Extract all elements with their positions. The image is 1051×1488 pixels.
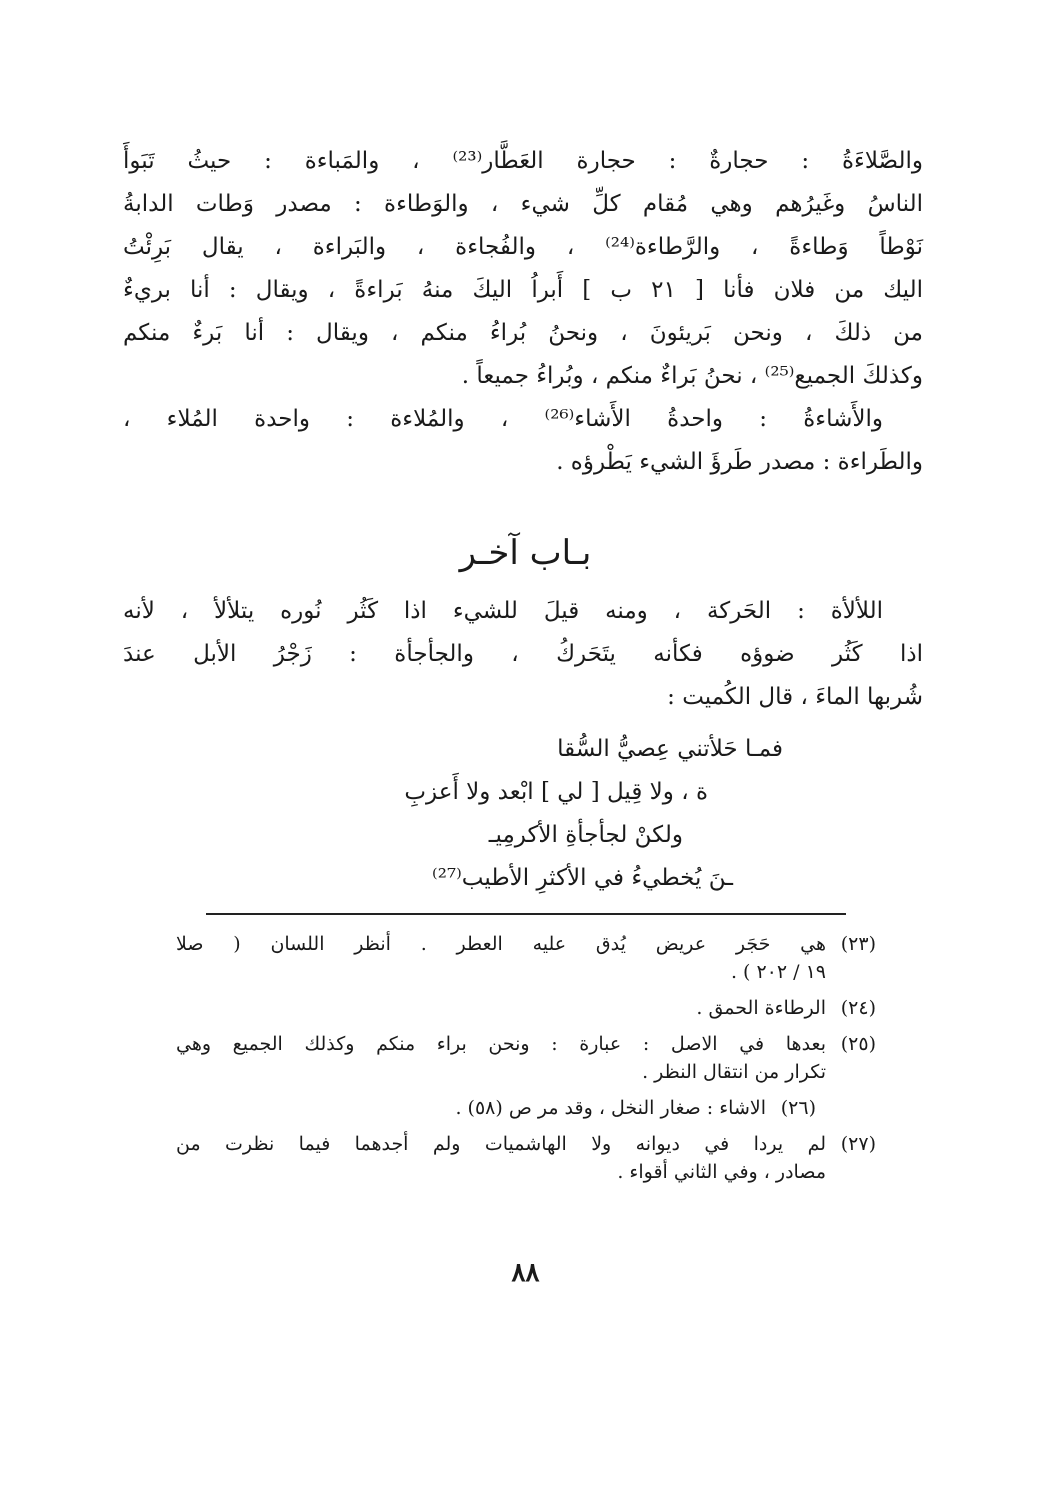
footnote-text [176, 1094, 766, 1122]
footnote-text [176, 930, 826, 986]
footnotes-section [176, 930, 876, 1194]
footnote-number: (٢٦) [780, 1097, 816, 1119]
footnote-text [176, 1130, 826, 1186]
footnote-line: الاشاء : صغار النخل ، وقد مر ص (٥٨) . [455, 1097, 766, 1119]
text-line: والأَشاءةُ : واحدةُ الأَشاء⁽²⁶⁾ ، والمُلاءة : واحدة المُلاء ، [123, 406, 883, 432]
text-line: وكذلكَ الجميع⁽²⁵⁾ ، نحنُ بَراءٌ منكم ، وبُراءُ جميعاً . [461, 363, 923, 389]
poem-block [123, 728, 923, 900]
footnote-23 [176, 930, 876, 986]
text-line: اللألأة : الحَركة ، ومنه قيلَ للشيء اذا كَثُر نُوره يتلألأ ، لأنه [123, 598, 883, 624]
footnote-divider [206, 913, 846, 915]
footnote-25 [176, 1030, 876, 1086]
text-line: والطَراءة : مصدر طَرؤَ الشيء يَطْرؤه . [556, 449, 923, 475]
poem-verse: ـنَ يُخطيءُ في الأكثرِ الأطيب⁽²⁷⁾ [432, 865, 733, 891]
footnote-number: (٢٣) [840, 933, 876, 955]
page-number: ٨٨ [511, 1258, 540, 1288]
footnote-line: لم يردا في ديوانه ولا الهاشميات ولم أجدهما فيما نظرت من [176, 1133, 826, 1155]
text-line: الناسُ وغَيرُهم وهي مُقام كلِّ شيء ، والوَطاءة : مصدر وَطات الدابةُ [123, 191, 923, 217]
text-line: شُربها الماءَ ، قال الكُميت : [667, 684, 923, 710]
text-line: نَوْطاً وَطاءةً ، والرَّطاءة⁽²⁴⁾ ، والفُجاءة ، والبَراءة ، يقال بَرِئْتُ [123, 234, 923, 260]
footnote-number: (٢٤) [840, 997, 876, 1019]
intro-paragraph [123, 140, 923, 484]
poem-verse: فمـا حَلأتني عِصيُّ السُّقا [557, 736, 783, 762]
text-line: اليك من فلان فأنا [ ٢١ ب ] أَبراُ اليكَ منهُ بَراءةً ، ويقال : أنا بريءٌ [123, 277, 923, 303]
text-line: اذا كَثُر ضوؤه فكأنه يتَحَركُ ، والجأجأة : زَجْرُ الأبل عندَ [123, 641, 923, 667]
footnote-text [176, 994, 826, 1022]
footnote-line: هي حَجَر عريض يُدق عليه العطر . أنظر اللسان ( صلا [176, 933, 826, 955]
footnote-number: (٢٥) [840, 1033, 876, 1055]
poem-verse: ولكنْ لجأجأةِ الأكرمِيـ [488, 822, 683, 848]
text-line: والصَّلاءَةُ : حجارةٌ : حجارة العَطَّار⁽²³⁾ ، والمَباءة : حيثُ تَبَوأَ [123, 148, 923, 174]
footnote-line: مصادر ، وفي الثاني أقواء . [617, 1161, 826, 1183]
footnote-27 [176, 1130, 876, 1186]
footnote-text [176, 1030, 826, 1086]
poem-verse: ة ، ولا قِيل [ لي ] ابْعد ولا أَعزبِ [404, 779, 708, 805]
footnote-line: تكرار من انتقال النظر . [642, 1061, 826, 1083]
footnote-number: (٢٧) [840, 1133, 876, 1155]
footnote-line: بعدها في الاصل : عبارة : ونحن براء منكم وكذلك الجميع وهي [176, 1033, 826, 1055]
footnote-line: ١٩ / ٢٠٢ ) . [730, 961, 826, 983]
section-heading: بـاب آخـر [459, 533, 592, 573]
section-paragraph [123, 590, 923, 719]
footnote-line: الرطاءة الحمق . [696, 997, 826, 1019]
text-line: من ذلكَ ، ونحن بَريئونَ ، ونحنُ بُراءُ منكم ، ويقال : أنا بَرءٌ منكم [123, 320, 923, 346]
footnote-24 [176, 994, 876, 1022]
footnote-26 [176, 1094, 876, 1122]
